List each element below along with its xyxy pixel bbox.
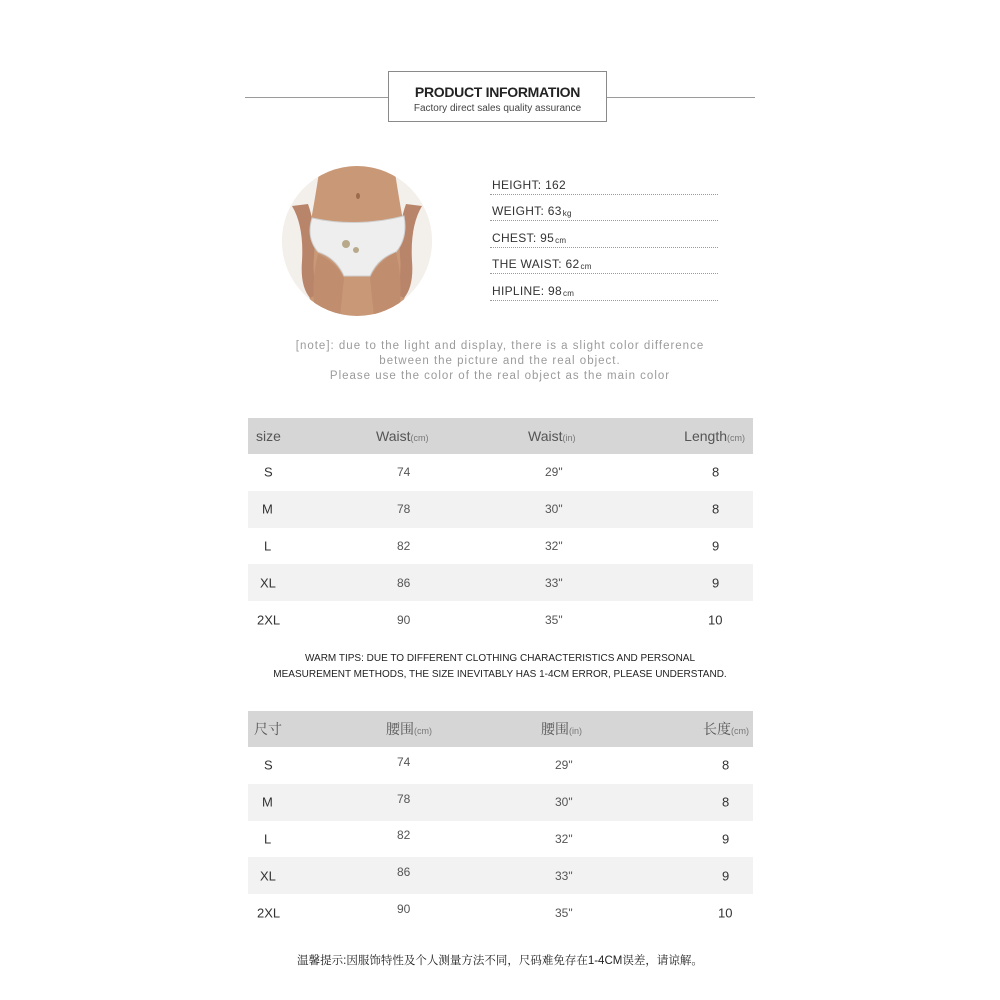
cell-waist-in: 35" bbox=[555, 905, 573, 920]
cell-size: S bbox=[264, 757, 273, 773]
cell-waist-in: 35" bbox=[545, 612, 563, 627]
measure-height-value: HEIGHT: 162 bbox=[492, 177, 566, 192]
cell-size: L bbox=[264, 831, 272, 847]
color-note bbox=[230, 339, 770, 384]
table-row bbox=[248, 564, 753, 601]
measure-hipline bbox=[490, 274, 718, 301]
cell-waist-cm: 74 bbox=[397, 754, 411, 769]
cell-waist-in: 33" bbox=[555, 868, 573, 883]
header-divider-right bbox=[607, 97, 755, 98]
model-photo bbox=[282, 166, 432, 316]
cell-waist-cm: 90 bbox=[397, 901, 411, 916]
warm-tips-en-line-2: MEASUREMENT METHODS, THE SIZE INEVITABLY HAS 1-4CM ERROR, PLEASE UNDERSTAND. bbox=[273, 669, 727, 680]
cell-waist-in: 30" bbox=[545, 502, 563, 517]
cell-length: 9 bbox=[712, 538, 720, 554]
model-photo-illustration bbox=[282, 166, 432, 316]
note-line-3: Please use the color of the real object as the main color bbox=[329, 370, 671, 382]
table-row bbox=[248, 784, 753, 821]
header-size: size bbox=[256, 428, 281, 444]
cell-length: 9 bbox=[722, 831, 730, 847]
measure-height bbox=[490, 168, 718, 195]
cell-waist-in: 32" bbox=[555, 831, 573, 846]
cell-length: 9 bbox=[722, 868, 730, 884]
warm-tips-cn: 温馨提示:因服饰特性及个人测量方法不同，尺码难免存在1-4CM误差，请谅解。 bbox=[297, 955, 703, 967]
measure-weight-value: WEIGHT: 63 bbox=[492, 204, 562, 218]
table-row bbox=[248, 894, 753, 931]
measure-waist-value: THE WAIST: 62 bbox=[492, 257, 580, 271]
cell-length: 8 bbox=[722, 757, 730, 773]
cell-length: 9 bbox=[712, 575, 720, 591]
header-size: 尺寸 bbox=[254, 721, 282, 737]
header-divider-left bbox=[245, 97, 388, 98]
table-row bbox=[248, 454, 753, 491]
cell-size: XL bbox=[260, 868, 276, 884]
size-table-en bbox=[248, 418, 753, 638]
cell-waist-cm: 86 bbox=[397, 575, 411, 590]
cell-waist-in: 29" bbox=[545, 465, 563, 480]
cell-length: 8 bbox=[712, 501, 720, 517]
measure-waist-unit: cm bbox=[580, 262, 592, 271]
table-header bbox=[248, 711, 753, 747]
measure-waist bbox=[490, 248, 718, 275]
measure-weight bbox=[490, 195, 718, 222]
product-info-header bbox=[388, 71, 607, 122]
size-table-cn bbox=[248, 711, 753, 931]
cell-length: 8 bbox=[712, 464, 720, 480]
header-waist-cm: 腰围(cm) bbox=[386, 721, 432, 737]
header-waist-in: 腰围(in) bbox=[541, 721, 582, 737]
measure-chest-unit: cm bbox=[555, 235, 567, 245]
cell-size: XL bbox=[260, 575, 276, 591]
cell-waist-cm: 74 bbox=[397, 465, 411, 480]
model-measurements bbox=[490, 168, 718, 301]
cell-length: 8 bbox=[722, 794, 730, 810]
measure-hipline-value: HIPLINE: 98 bbox=[492, 283, 562, 298]
cell-size: L bbox=[264, 538, 272, 554]
table-row bbox=[248, 857, 753, 894]
table-row bbox=[248, 528, 753, 565]
measure-chest bbox=[490, 221, 718, 248]
note-line-2: between the picture and the real object. bbox=[379, 355, 621, 367]
header-waist-in: Waist(in) bbox=[528, 428, 576, 444]
cell-waist-cm: 78 bbox=[397, 791, 411, 806]
cell-size: S bbox=[264, 464, 273, 480]
cell-waist-in: 33" bbox=[545, 575, 563, 590]
cell-waist-cm: 78 bbox=[397, 502, 411, 517]
cell-size: 2XL bbox=[257, 905, 281, 921]
cell-waist-in: 32" bbox=[545, 538, 563, 553]
table-row bbox=[248, 821, 753, 858]
cell-waist-cm: 82 bbox=[397, 828, 411, 843]
table-header bbox=[248, 418, 753, 454]
cell-waist-in: 29" bbox=[555, 758, 573, 773]
table-row bbox=[248, 747, 753, 784]
cell-size: M bbox=[262, 794, 273, 810]
header-length-cm: Length(cm) bbox=[684, 428, 745, 444]
measure-weight-unit: kg bbox=[562, 209, 572, 218]
header-subtitle: Factory direct sales quality assurance bbox=[413, 103, 582, 114]
note-line-1: [note]: due to the light and display, there is a slight color difference bbox=[295, 340, 705, 352]
cell-waist-in: 30" bbox=[555, 795, 573, 810]
cell-length: 10 bbox=[718, 905, 733, 921]
cell-length: 10 bbox=[708, 612, 723, 628]
cell-waist-cm: 86 bbox=[397, 865, 411, 880]
header-length-cm: 长度(cm) bbox=[703, 721, 749, 737]
cell-size: M bbox=[262, 501, 273, 517]
cell-waist-cm: 90 bbox=[397, 612, 411, 627]
header-waist-cm: Waist(cm) bbox=[376, 428, 429, 444]
measure-chest-value: CHEST: 95 bbox=[492, 230, 555, 245]
header-title: PRODUCT INFORMATION bbox=[414, 84, 581, 100]
table-row bbox=[248, 601, 753, 638]
warm-tips-en bbox=[230, 651, 770, 683]
warm-tips-en-line-1: WARM TIPS: DUE TO DIFFERENT CLOTHING CHARACTERISTICS AND PERSONAL bbox=[304, 653, 696, 664]
table-row bbox=[248, 491, 753, 528]
cell-waist-cm: 82 bbox=[397, 538, 411, 553]
measure-hipline-unit: cm bbox=[563, 288, 575, 298]
cell-size: 2XL bbox=[257, 612, 281, 628]
